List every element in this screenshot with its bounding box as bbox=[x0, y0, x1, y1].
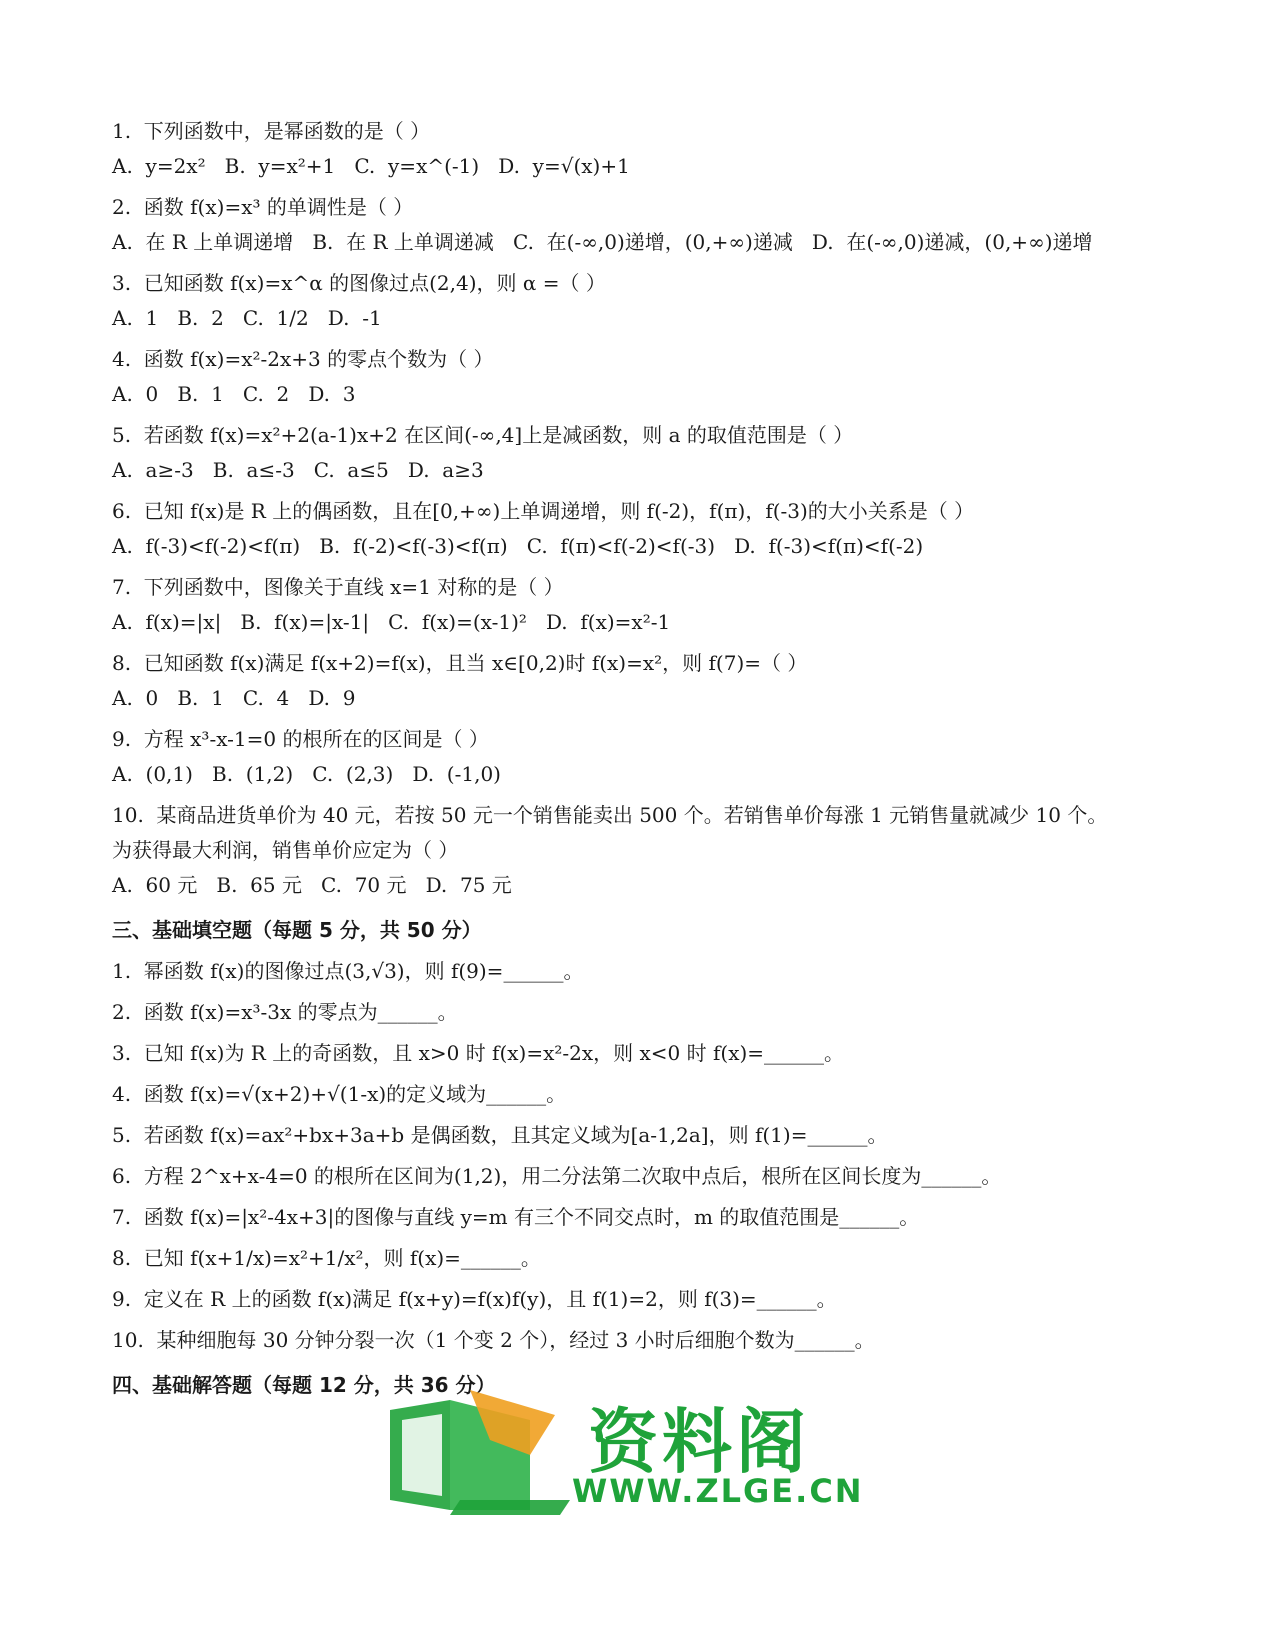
question-options: A. a≥-3 B. a≤-3 C. a≤5 D. a≥3 bbox=[112, 458, 484, 482]
fill-question: 3. 已知 f(x)为 R 上的奇函数，且 x>0 时 f(x)=x²-2x，则 x<0 时 f(x)=______。 bbox=[112, 1041, 845, 1065]
question-stem: 7. 下列函数中，图像关于直线 x=1 对称的是（ ） bbox=[112, 575, 564, 599]
question-6 bbox=[112, 494, 1112, 564]
question-3 bbox=[112, 266, 1112, 336]
question-stem: 3. 已知函数 f(x)=x^α 的图像过点(2,4)，则 α =（ ） bbox=[112, 271, 606, 295]
question-options: A. y=2x² B. y=x²+1 C. y=x^(-1) D. y=√(x)+1 bbox=[112, 154, 630, 178]
watermark-logo bbox=[380, 1380, 864, 1520]
question-stem: 5. 若函数 f(x)=x²+2(a-1)x+2 在区间(-∞,4]上是减函数，则 a 的取值范围是（ ） bbox=[112, 423, 854, 447]
fill-question: 2. 函数 f(x)=x³-3x 的零点为______。 bbox=[112, 1000, 458, 1024]
question-stem: 1. 下列函数中，是幂函数的是（ ） bbox=[112, 119, 431, 143]
question-9 bbox=[112, 722, 1112, 792]
question-stem: 10. 某商品进货单价为 40 元，若按 50 元一个销售能卖出 500 个。若销售单价每涨 1 元销售量就减少 10 个。为获得最大利润，销售单价应定为（ ） bbox=[112, 803, 1108, 862]
question-options: A. 60 元 B. 65 元 C. 70 元 D. 75 元 bbox=[112, 873, 512, 897]
fill-question: 7. 函数 f(x)=|x²-4x+3|的图像与直线 y=m 有三个不同交点时，m 的取值范围是______。 bbox=[112, 1205, 920, 1229]
section-title-answer: 四、基础解答题（每题 12 分，共 36 分） bbox=[112, 1373, 496, 1397]
choice-section bbox=[112, 114, 1112, 903]
watermark-name: 资料阁 bbox=[588, 1401, 810, 1483]
question-4 bbox=[112, 342, 1112, 412]
question-stem: 8. 已知函数 f(x)满足 f(x+2)=f(x)，且当 x∈[0,2)时 f(x)=x²，则 f(7)=（ ） bbox=[112, 651, 808, 675]
fill-question: 6. 方程 2^x+x-4=0 的根所在区间为(1,2)，用二分法第二次取中点后，根所在区间长度为______。 bbox=[112, 1164, 1002, 1188]
fill-question: 9. 定义在 R 上的函数 f(x)满足 f(x+y)=f(x)f(y)，且 f(1)=2，则 f(3)=______。 bbox=[112, 1287, 837, 1311]
question-1 bbox=[112, 114, 1112, 184]
question-options: A. f(-3)<f(-2)<f(π) B. f(-2)<f(-3)<f(π) C. f(π)<f(-2)<f(-3) D. f(-3)<f(π)<f(-2) bbox=[112, 534, 924, 558]
question-5 bbox=[112, 418, 1112, 488]
question-options: A. 0 B. 1 C. 2 D. 3 bbox=[112, 382, 356, 406]
question-options: A. 0 B. 1 C. 4 D. 9 bbox=[112, 686, 356, 710]
question-stem: 2. 函数 f(x)=x³ 的单调性是（ ） bbox=[112, 195, 414, 219]
fill-question: 5. 若函数 f(x)=ax²+bx+3a+b 是偶函数，且其定义域为[a-1,2a]，则 f(1)=______。 bbox=[112, 1123, 888, 1147]
question-options: A. 在 R 上单调递增 B. 在 R 上单调递减 C. 在(-∞,0)递增，(0,+∞)递减 D. 在(-∞,0)递减，(0,+∞)递增 bbox=[112, 230, 1093, 254]
question-10 bbox=[112, 798, 1112, 903]
book-logo-icon bbox=[380, 1380, 580, 1520]
question-stem: 4. 函数 f(x)=x²-2x+3 的零点个数为（ ） bbox=[112, 347, 494, 371]
question-options: A. 1 B. 2 C. 1/2 D. -1 bbox=[112, 306, 382, 330]
question-2 bbox=[112, 190, 1112, 260]
question-stem: 9. 方程 x³-x-1=0 的根所在的区间是（ ） bbox=[112, 727, 489, 751]
fill-question: 8. 已知 f(x+1/x)=x²+1/x²，则 f(x)=______。 bbox=[112, 1246, 541, 1270]
question-options: A. (0,1) B. (1,2) C. (2,3) D. (-1,0) bbox=[112, 762, 501, 786]
fill-question: 10. 某种细胞每 30 分钟分裂一次（1 个变 2 个），经过 3 小时后细胞个数为______。 bbox=[112, 1328, 875, 1352]
question-8 bbox=[112, 646, 1112, 716]
fill-question: 4. 函数 f(x)=√(x+2)+√(1-x)的定义域为______。 bbox=[112, 1082, 567, 1106]
section-title-fill: 三、基础填空题（每题 5 分，共 50 分） bbox=[112, 918, 482, 942]
watermark-url: WWW.ZLGE.CN bbox=[572, 1472, 864, 1510]
question-7 bbox=[112, 570, 1112, 640]
document-page bbox=[112, 108, 1112, 1403]
fill-section bbox=[112, 954, 1112, 1358]
question-stem: 6. 已知 f(x)是 R 上的偶函数，且在[0,+∞)上单调递增，则 f(-2)，f(π)，f(-3)的大小关系是（ ） bbox=[112, 499, 975, 523]
fill-question: 1. 幂函数 f(x)的图像过点(3,√3)，则 f(9)=______。 bbox=[112, 959, 584, 983]
question-options: A. f(x)=|x| B. f(x)=|x-1| C. f(x)=(x-1)² D. f(x)=x²-1 bbox=[112, 610, 671, 634]
